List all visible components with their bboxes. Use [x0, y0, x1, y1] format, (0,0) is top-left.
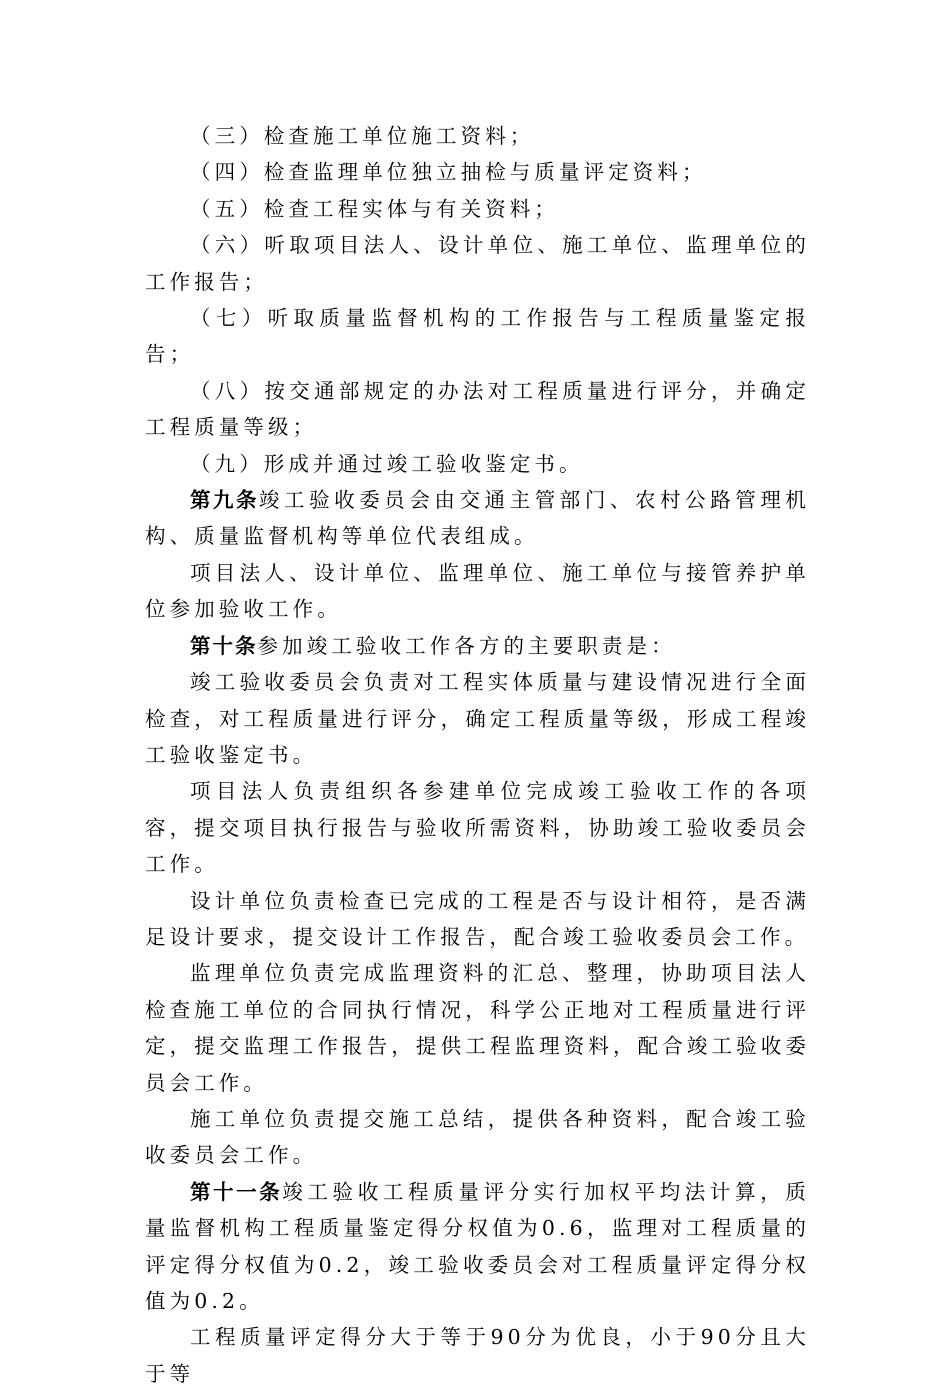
article-heading: 第十一条 — [190, 1179, 283, 1204]
paragraph — [145, 773, 810, 882]
paragraph-text: 设计单位负责检查已完成的工程是否与设计相符，是否满足设计要求，提交设计工作报告，配合竣工验收委员会工作。 — [145, 888, 810, 949]
paragraph-text: 施工单位负责提交施工总结，提供各种资料，配合竣工验收委员会工作。 — [145, 1106, 810, 1168]
paragraph-text: （四）检查监理单位独立抽检与质量评定资料； — [190, 160, 707, 185]
paragraph — [145, 446, 810, 482]
paragraph-text: 项目法人、设计单位、监理单位、施工单位与接管养护单位参加验收工作。 — [145, 560, 810, 622]
paragraph-text: 监理单位负责完成监理资料的汇总、整理，协助项目法人检查施工单位的合同执行情况，科学公正地对工程质量进行评定，提交监理工作报告，提供工程监理资料，配合竣工验收委员会工作。 — [145, 961, 810, 1095]
paragraph — [145, 555, 810, 628]
paragraph-text: 竣工验收委员会负责对工程实体质量与建设情况进行全面检查，对工程质量进行评分，确定工程质量等级，形成工程竣工验收鉴定书。 — [145, 670, 810, 767]
paragraph — [145, 628, 810, 664]
paragraph — [145, 1101, 810, 1174]
article-heading: 第九条 — [190, 488, 259, 513]
paragraph-text: （六）听取项目法人、设计单位、施工单位、监理单位的工作报告； — [145, 233, 810, 294]
paragraph — [145, 191, 810, 227]
paragraph — [145, 883, 810, 956]
paragraph — [145, 1319, 810, 1392]
paragraph — [145, 373, 810, 446]
paragraph — [145, 664, 810, 773]
paragraph-text: （三）检查施工单位施工资料； — [190, 124, 535, 148]
paragraph — [145, 482, 810, 555]
paragraph-text: （九）形成并通过竣工验收鉴定书。 — [190, 451, 584, 476]
paragraph-text: 竣工验收工程质量评分实行加权平均法计算，质量监督机构工程质量鉴定得分权值为0.6，监理对工程质量的评定得分权值为0.2，竣工验收委员会对工程质量评定得分权值为0.2。 — [145, 1179, 810, 1313]
paragraph — [145, 1174, 810, 1320]
paragraph — [145, 118, 810, 154]
paragraph — [145, 955, 810, 1101]
paragraph-text: 参加竣工验收工作各方的主要职责是： — [257, 633, 676, 658]
paragraph — [145, 300, 810, 373]
paragraph-text: （八）按交通部规定的办法对工程质量进行评分，并确定工程质量等级； — [145, 378, 810, 440]
article-heading: 第十条 — [190, 633, 258, 658]
paragraph-text: （七）听取质量监督机构的工作报告与工程质量鉴定报告； — [145, 306, 810, 367]
paragraph-text: （五）检查工程实体与有关资料； — [190, 196, 559, 221]
body-text — [145, 118, 810, 1392]
paragraph — [145, 227, 810, 300]
paragraph-text: 工程质量评定得分大于等于90分为优良，小于90分且大于等 — [145, 1325, 810, 1386]
paragraph — [145, 154, 810, 190]
paragraph-text: 竣工验收委员会由交通主管部门、农村公路管理机构、质量监督机构等单位代表组成。 — [145, 488, 811, 549]
paragraph-text: 项目法人负责组织各参建单位完成竣工验收工作的各项容，提交项目执行报告与验收所需资料，协助竣工验收委员会工作。 — [145, 779, 810, 877]
